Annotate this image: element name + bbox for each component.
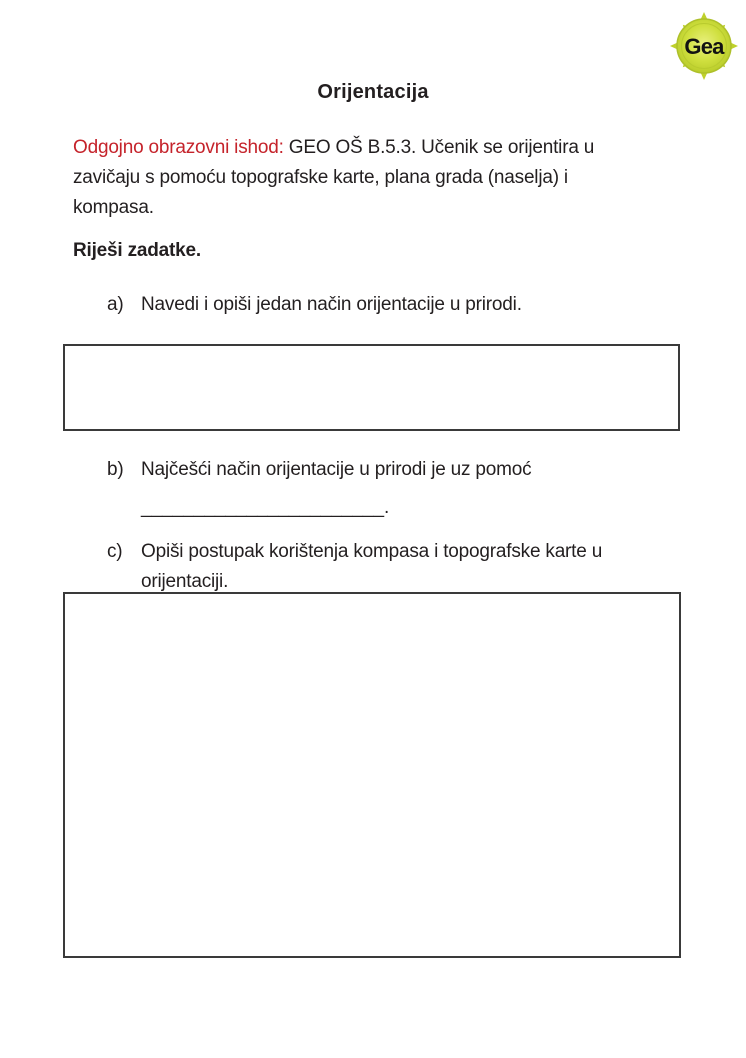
task-c-label: c) bbox=[107, 541, 123, 562]
outcome-line-2: zavičaju s pomoću topografske karte, plana grada (naselja) i bbox=[73, 167, 568, 188]
answer-box-a[interactable] bbox=[63, 344, 680, 431]
outcome-line-3: kompasa. bbox=[73, 197, 154, 218]
task-c-line-2: orijentaciji. bbox=[141, 571, 229, 592]
task-b-text bbox=[141, 455, 531, 523]
instruction-text: Riješi zadatke. bbox=[73, 240, 201, 261]
task-c bbox=[107, 537, 602, 597]
task-b-line-1: Najčešći način orijentacije u prirodi je uz pomoć bbox=[141, 459, 532, 480]
task-b bbox=[107, 455, 531, 523]
page-title: Orijentacija bbox=[317, 81, 429, 103]
outcome-label: Odgojno obrazovni ishod: bbox=[73, 137, 284, 158]
task-b-fill-in-blank[interactable]: _______________________. bbox=[141, 497, 390, 518]
task-b-label: b) bbox=[107, 459, 124, 480]
task-a-text bbox=[141, 290, 522, 320]
task-c-text bbox=[141, 537, 602, 597]
task-a-label: a) bbox=[107, 294, 124, 315]
task-a bbox=[107, 290, 522, 320]
learning-outcome-paragraph bbox=[73, 133, 594, 223]
outcome-line-1-rest: GEO OŠ B.5.3. Učenik se orijentira u bbox=[283, 137, 595, 158]
outcome-line-1 bbox=[73, 133, 594, 163]
task-c-line-1: Opiši postupak korištenja kompasa i topografske karte u bbox=[141, 541, 603, 562]
task-a-line-1: Navedi i opiši jedan način orijentacije u prirodi. bbox=[141, 294, 522, 315]
gea-logo bbox=[669, 11, 739, 81]
logo-label: Gea bbox=[684, 33, 724, 59]
answer-box-c[interactable] bbox=[63, 592, 681, 958]
